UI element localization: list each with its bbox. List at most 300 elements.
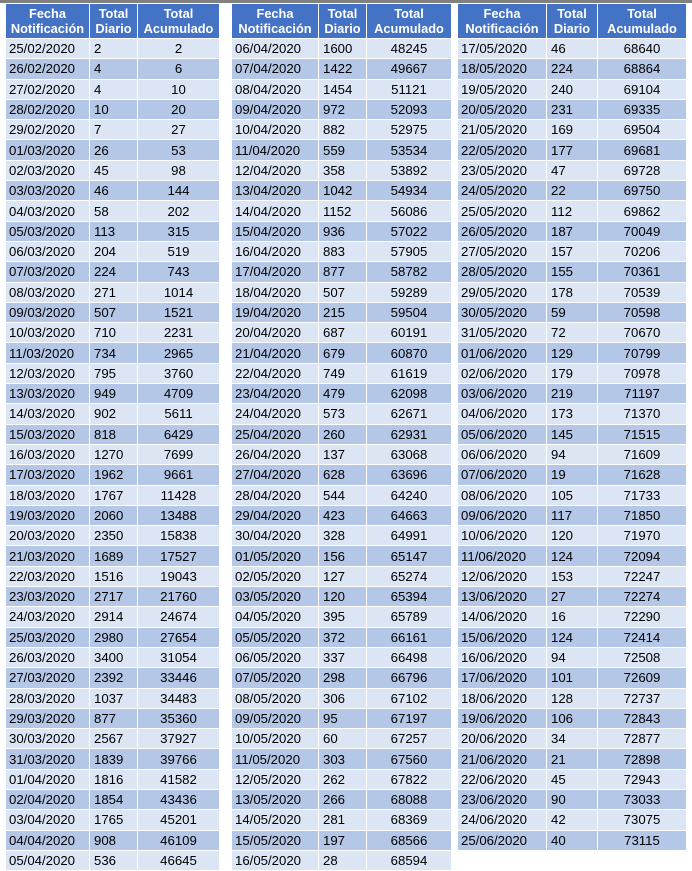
cell-total-acumulado: 2 <box>138 39 220 59</box>
cell-total-acumulado: 70598 <box>598 302 687 322</box>
cell-total-acumulado: 13488 <box>138 505 220 525</box>
cell-total-diario: 124 <box>547 546 598 566</box>
cell-total-diario: 306 <box>319 688 367 708</box>
cell-total-diario: 2914 <box>90 607 138 627</box>
cell-total-acumulado: 1014 <box>138 282 220 302</box>
table-row <box>6 201 220 221</box>
cell-total-diario: 94 <box>547 647 598 667</box>
cell-total-acumulado: 6 <box>138 59 220 79</box>
cell-fecha: 29/05/2020 <box>458 282 547 302</box>
cell-total-diario: 153 <box>547 566 598 586</box>
cell-total-acumulado: 10 <box>138 79 220 99</box>
cell-fecha: 04/05/2020 <box>232 607 319 627</box>
cell-total-acumulado: 39766 <box>138 749 220 769</box>
table-row <box>232 526 452 546</box>
cell-total-acumulado: 72094 <box>598 546 687 566</box>
cell-fecha: 15/04/2020 <box>232 221 319 241</box>
cell-fecha: 17/06/2020 <box>458 668 547 688</box>
cell-fecha: 29/02/2020 <box>6 120 90 140</box>
cell-fecha: 07/03/2020 <box>6 262 90 282</box>
cell-total-acumulado: 53 <box>138 140 220 160</box>
cell-fecha: 25/06/2020 <box>458 830 547 850</box>
cell-total-acumulado: 202 <box>138 201 220 221</box>
table-row <box>458 343 687 363</box>
table-row <box>6 404 220 424</box>
cell-total-diario: 224 <box>547 59 598 79</box>
cell-total-diario: 128 <box>547 688 598 708</box>
cell-total-acumulado: 61619 <box>367 363 452 383</box>
cell-fecha: 26/05/2020 <box>458 221 547 241</box>
cell-total-acumulado: 70361 <box>598 262 687 282</box>
table-row <box>232 830 452 850</box>
cell-total-acumulado: 72877 <box>598 729 687 749</box>
cell-total-acumulado: 65147 <box>367 546 452 566</box>
cell-total-acumulado: 70049 <box>598 221 687 241</box>
cell-total-diario: 573 <box>319 404 367 424</box>
table-row <box>458 262 687 282</box>
cell-total-acumulado: 69862 <box>598 201 687 221</box>
cell-total-acumulado: 73075 <box>598 810 687 830</box>
table-row <box>6 607 220 627</box>
table-row <box>458 181 687 201</box>
cell-total-diario: 936 <box>319 221 367 241</box>
cell-fecha: 06/03/2020 <box>6 241 90 261</box>
table-row <box>232 79 452 99</box>
cell-total-diario: 902 <box>90 404 138 424</box>
cell-fecha: 11/03/2020 <box>6 343 90 363</box>
cell-total-acumulado: 58782 <box>367 262 452 282</box>
cell-total-diario: 58 <box>90 201 138 221</box>
cell-total-diario: 204 <box>90 241 138 261</box>
table-row <box>6 668 220 688</box>
cell-total-acumulado: 70206 <box>598 241 687 261</box>
cell-total-diario: 28 <box>319 850 367 870</box>
cell-total-diario: 127 <box>319 566 367 586</box>
cell-total-acumulado: 48245 <box>367 39 452 59</box>
table-row <box>6 850 220 870</box>
table-row <box>458 627 687 647</box>
cell-fecha: 30/04/2020 <box>232 526 319 546</box>
table-row <box>458 160 687 180</box>
cell-fecha: 05/05/2020 <box>232 627 319 647</box>
cell-fecha: 12/03/2020 <box>6 363 90 383</box>
table-row <box>458 465 687 485</box>
cell-total-acumulado: 60870 <box>367 343 452 363</box>
cell-total-acumulado: 68594 <box>367 850 452 870</box>
cell-fecha: 29/03/2020 <box>6 708 90 728</box>
cell-fecha: 03/03/2020 <box>6 181 90 201</box>
cell-total-diario: 1454 <box>319 79 367 99</box>
cell-fecha: 14/03/2020 <box>6 404 90 424</box>
cell-total-diario: 157 <box>547 241 598 261</box>
table-body <box>232 39 452 871</box>
cell-total-acumulado: 72247 <box>598 566 687 586</box>
cell-fecha: 13/05/2020 <box>232 789 319 809</box>
header-total-diario: Total Diario <box>90 4 138 39</box>
table-row <box>232 120 452 140</box>
cell-total-acumulado: 68088 <box>367 789 452 809</box>
cell-total-acumulado: 11428 <box>138 485 220 505</box>
cell-total-diario: 46 <box>547 39 598 59</box>
table-row <box>232 769 452 789</box>
table-row <box>232 708 452 728</box>
cell-total-acumulado: 72274 <box>598 587 687 607</box>
cell-total-acumulado: 743 <box>138 262 220 282</box>
cell-total-diario: 479 <box>319 384 367 404</box>
table-row <box>232 181 452 201</box>
cell-total-diario: 2060 <box>90 505 138 525</box>
cell-fecha: 02/05/2020 <box>232 566 319 586</box>
cell-total-acumulado: 21760 <box>138 587 220 607</box>
cell-total-diario: 1765 <box>90 810 138 830</box>
cell-fecha: 17/03/2020 <box>6 465 90 485</box>
table-row <box>232 384 452 404</box>
table-row <box>6 282 220 302</box>
cell-total-diario: 129 <box>547 343 598 363</box>
cell-total-acumulado: 53892 <box>367 160 452 180</box>
cell-total-diario: 42 <box>547 810 598 830</box>
table-row <box>232 343 452 363</box>
cell-total-diario: 179 <box>547 363 598 383</box>
cell-total-acumulado: 71628 <box>598 465 687 485</box>
cell-total-diario: 1516 <box>90 566 138 586</box>
cell-fecha: 05/04/2020 <box>6 850 90 870</box>
table-row <box>232 688 452 708</box>
cell-total-diario: 883 <box>319 241 367 261</box>
cell-total-acumulado: 71370 <box>598 404 687 424</box>
cell-total-acumulado: 70978 <box>598 363 687 383</box>
cell-fecha: 19/04/2020 <box>232 302 319 322</box>
header-fecha: Fecha Notificación <box>458 4 547 39</box>
table-row <box>458 99 687 119</box>
cell-total-acumulado: 72290 <box>598 607 687 627</box>
cell-total-diario: 3400 <box>90 647 138 667</box>
cell-total-acumulado: 33446 <box>138 668 220 688</box>
table-row <box>6 729 220 749</box>
cell-total-acumulado: 64663 <box>367 505 452 525</box>
cell-fecha: 02/03/2020 <box>6 160 90 180</box>
cell-total-acumulado: 53534 <box>367 140 452 160</box>
cell-fecha: 18/04/2020 <box>232 282 319 302</box>
cell-total-acumulado: 72414 <box>598 627 687 647</box>
cell-total-diario: 1422 <box>319 59 367 79</box>
header-total-acumulado: Total Acumulado <box>598 4 687 39</box>
cell-total-diario: 45 <box>547 769 598 789</box>
table-row <box>6 160 220 180</box>
table-row <box>6 688 220 708</box>
cell-fecha: 09/05/2020 <box>232 708 319 728</box>
cell-total-diario: 60 <box>319 729 367 749</box>
table-row <box>232 99 452 119</box>
cell-fecha: 09/06/2020 <box>458 505 547 525</box>
cell-fecha: 14/04/2020 <box>232 201 319 221</box>
cell-total-acumulado: 66796 <box>367 668 452 688</box>
cell-total-diario: 59 <box>547 302 598 322</box>
cell-total-acumulado: 57022 <box>367 221 452 241</box>
cell-fecha: 24/05/2020 <box>458 181 547 201</box>
table-row <box>6 120 220 140</box>
cell-total-acumulado: 43436 <box>138 789 220 809</box>
cell-total-diario: 1962 <box>90 465 138 485</box>
cell-fecha: 27/03/2020 <box>6 668 90 688</box>
table-row <box>6 546 220 566</box>
cell-fecha: 08/03/2020 <box>6 282 90 302</box>
cell-total-diario: 303 <box>319 749 367 769</box>
cell-total-acumulado: 69504 <box>598 120 687 140</box>
cell-fecha: 18/05/2020 <box>458 59 547 79</box>
cell-total-acumulado: 72508 <box>598 647 687 667</box>
cell-fecha: 22/05/2020 <box>458 140 547 160</box>
cell-fecha: 20/05/2020 <box>458 99 547 119</box>
cell-total-acumulado: 56086 <box>367 201 452 221</box>
cell-total-diario: 26 <box>90 140 138 160</box>
table-row <box>232 140 452 160</box>
cell-fecha: 09/03/2020 <box>6 302 90 322</box>
table-row <box>232 647 452 667</box>
cell-total-acumulado: 49667 <box>367 59 452 79</box>
cell-total-diario: 2567 <box>90 729 138 749</box>
table-body <box>6 39 220 871</box>
table-row <box>6 830 220 850</box>
cell-total-diario: 34 <box>547 729 598 749</box>
header-fecha: Fecha Notificación <box>6 4 90 39</box>
table-row <box>232 363 452 383</box>
cell-fecha: 26/04/2020 <box>232 444 319 464</box>
cell-total-acumulado: 69104 <box>598 79 687 99</box>
table-row <box>6 627 220 647</box>
table-row <box>232 59 452 79</box>
table-row <box>458 59 687 79</box>
cell-total-acumulado: 59504 <box>367 302 452 322</box>
cell-total-diario: 90 <box>547 789 598 809</box>
cell-fecha: 03/04/2020 <box>6 810 90 830</box>
cell-total-acumulado: 6429 <box>138 424 220 444</box>
cell-total-diario: 536 <box>90 850 138 870</box>
cell-fecha: 15/06/2020 <box>458 627 547 647</box>
cell-fecha: 22/06/2020 <box>458 769 547 789</box>
cell-total-acumulado: 62671 <box>367 404 452 424</box>
table-row <box>6 424 220 444</box>
cell-total-diario: 156 <box>319 546 367 566</box>
table-row <box>458 830 687 850</box>
cell-total-acumulado: 15838 <box>138 526 220 546</box>
cell-fecha: 17/05/2020 <box>458 39 547 59</box>
table-row <box>6 647 220 667</box>
table-row <box>458 363 687 383</box>
cell-total-acumulado: 3760 <box>138 363 220 383</box>
cell-total-diario: 908 <box>90 830 138 850</box>
cell-total-diario: 40 <box>547 830 598 850</box>
cell-total-acumulado: 68640 <box>598 39 687 59</box>
cell-total-diario: 173 <box>547 404 598 424</box>
cell-total-diario: 219 <box>547 384 598 404</box>
cell-total-acumulado: 68566 <box>367 830 452 850</box>
cell-fecha: 16/06/2020 <box>458 647 547 667</box>
cell-fecha: 21/03/2020 <box>6 546 90 566</box>
cell-total-acumulado: 71970 <box>598 526 687 546</box>
cell-total-diario: 224 <box>90 262 138 282</box>
table-row <box>232 627 452 647</box>
cell-fecha: 19/03/2020 <box>6 505 90 525</box>
cell-fecha: 16/03/2020 <box>6 444 90 464</box>
cell-total-diario: 22 <box>547 181 598 201</box>
cell-fecha: 25/04/2020 <box>232 424 319 444</box>
table-row <box>6 810 220 830</box>
cell-fecha: 14/05/2020 <box>232 810 319 830</box>
cell-total-diario: 1037 <box>90 688 138 708</box>
table-row <box>232 323 452 343</box>
cell-fecha: 18/06/2020 <box>458 688 547 708</box>
table-row <box>458 647 687 667</box>
cell-fecha: 30/03/2020 <box>6 729 90 749</box>
cell-total-acumulado: 69681 <box>598 140 687 160</box>
table-row <box>232 729 452 749</box>
cell-total-diario: 27 <box>547 587 598 607</box>
cell-total-acumulado: 9661 <box>138 465 220 485</box>
cell-total-diario: 94 <box>547 444 598 464</box>
table-row <box>6 140 220 160</box>
table-row <box>6 465 220 485</box>
cell-total-diario: 240 <box>547 79 598 99</box>
cell-total-diario: 1854 <box>90 789 138 809</box>
table-row <box>232 587 452 607</box>
table-row <box>232 607 452 627</box>
cell-total-diario: 1767 <box>90 485 138 505</box>
cell-total-acumulado: 54934 <box>367 181 452 201</box>
table-row <box>458 485 687 505</box>
cell-fecha: 25/05/2020 <box>458 201 547 221</box>
cell-fecha: 28/03/2020 <box>6 688 90 708</box>
cases-table-1 <box>5 3 220 871</box>
cell-total-acumulado: 98 <box>138 160 220 180</box>
table-row <box>458 323 687 343</box>
cell-total-acumulado: 2231 <box>138 323 220 343</box>
cell-total-diario: 298 <box>319 668 367 688</box>
cell-fecha: 22/04/2020 <box>232 363 319 383</box>
cell-total-acumulado: 67102 <box>367 688 452 708</box>
cell-total-acumulado: 519 <box>138 241 220 261</box>
table-row <box>232 404 452 424</box>
cell-fecha: 01/06/2020 <box>458 343 547 363</box>
cell-total-acumulado: 59289 <box>367 282 452 302</box>
cell-total-acumulado: 72737 <box>598 688 687 708</box>
cell-total-acumulado: 71850 <box>598 505 687 525</box>
cell-total-acumulado: 60191 <box>367 323 452 343</box>
cell-fecha: 08/06/2020 <box>458 485 547 505</box>
table-row <box>6 444 220 464</box>
cell-total-diario: 45 <box>90 160 138 180</box>
cell-fecha: 01/05/2020 <box>232 546 319 566</box>
cell-total-acumulado: 67822 <box>367 769 452 789</box>
table-row <box>6 789 220 809</box>
cell-fecha: 10/06/2020 <box>458 526 547 546</box>
cell-fecha: 31/05/2020 <box>458 323 547 343</box>
cell-fecha: 20/06/2020 <box>458 729 547 749</box>
cell-total-diario: 818 <box>90 424 138 444</box>
table-row <box>458 404 687 424</box>
cell-fecha: 11/05/2020 <box>232 749 319 769</box>
cell-fecha: 14/06/2020 <box>458 607 547 627</box>
table-row <box>458 505 687 525</box>
cell-fecha: 04/06/2020 <box>458 404 547 424</box>
cell-total-acumulado: 68369 <box>367 810 452 830</box>
header-fecha: Fecha Notificación <box>232 4 319 39</box>
cell-total-acumulado: 69335 <box>598 99 687 119</box>
cell-total-acumulado: 71515 <box>598 424 687 444</box>
table-row <box>458 282 687 302</box>
cell-fecha: 04/03/2020 <box>6 201 90 221</box>
cell-total-acumulado: 2965 <box>138 343 220 363</box>
cell-total-diario: 21 <box>547 749 598 769</box>
table-row <box>458 444 687 464</box>
cell-total-acumulado: 24674 <box>138 607 220 627</box>
cell-fecha: 18/03/2020 <box>6 485 90 505</box>
cell-fecha: 10/04/2020 <box>232 120 319 140</box>
cell-total-acumulado: 62931 <box>367 424 452 444</box>
cell-total-acumulado: 71609 <box>598 444 687 464</box>
table-row <box>232 262 452 282</box>
cell-total-diario: 507 <box>319 282 367 302</box>
cell-total-diario: 10 <box>90 99 138 119</box>
table-row <box>6 566 220 586</box>
cell-total-acumulado: 34483 <box>138 688 220 708</box>
cell-total-diario: 120 <box>319 587 367 607</box>
cell-fecha: 05/03/2020 <box>6 221 90 241</box>
table-row <box>6 363 220 383</box>
cell-fecha: 20/04/2020 <box>232 323 319 343</box>
cell-total-acumulado: 17527 <box>138 546 220 566</box>
cell-total-diario: 1270 <box>90 444 138 464</box>
table-row <box>458 39 687 59</box>
header-total-acumulado: Total Acumulado <box>138 4 220 39</box>
cell-total-diario: 1689 <box>90 546 138 566</box>
cell-total-diario: 117 <box>547 505 598 525</box>
cell-total-acumulado: 52975 <box>367 120 452 140</box>
cell-total-diario: 120 <box>547 526 598 546</box>
table-row <box>458 140 687 160</box>
cell-total-acumulado: 65789 <box>367 607 452 627</box>
table-row <box>6 343 220 363</box>
cell-total-diario: 687 <box>319 323 367 343</box>
cell-total-diario: 749 <box>319 363 367 383</box>
cell-fecha: 03/06/2020 <box>458 384 547 404</box>
cell-fecha: 25/02/2020 <box>6 39 90 59</box>
table-row <box>458 769 687 789</box>
cell-fecha: 20/03/2020 <box>6 526 90 546</box>
cell-total-acumulado: 51121 <box>367 79 452 99</box>
cell-total-diario: 372 <box>319 627 367 647</box>
cell-fecha: 10/05/2020 <box>232 729 319 749</box>
table-row <box>6 241 220 261</box>
table-row <box>458 729 687 749</box>
cell-total-acumulado: 67197 <box>367 708 452 728</box>
table-row <box>458 668 687 688</box>
cell-total-diario: 124 <box>547 627 598 647</box>
table-row <box>458 546 687 566</box>
cell-total-diario: 544 <box>319 485 367 505</box>
cell-total-diario: 877 <box>90 708 138 728</box>
cell-total-diario: 95 <box>319 708 367 728</box>
cell-total-diario: 19 <box>547 465 598 485</box>
table-row <box>232 221 452 241</box>
cell-total-diario: 1152 <box>319 201 367 221</box>
table-row <box>458 79 687 99</box>
table-row <box>458 688 687 708</box>
cell-fecha: 16/04/2020 <box>232 241 319 261</box>
cell-fecha: 17/04/2020 <box>232 262 319 282</box>
cell-total-acumulado: 315 <box>138 221 220 241</box>
cell-total-acumulado: 65274 <box>367 566 452 586</box>
